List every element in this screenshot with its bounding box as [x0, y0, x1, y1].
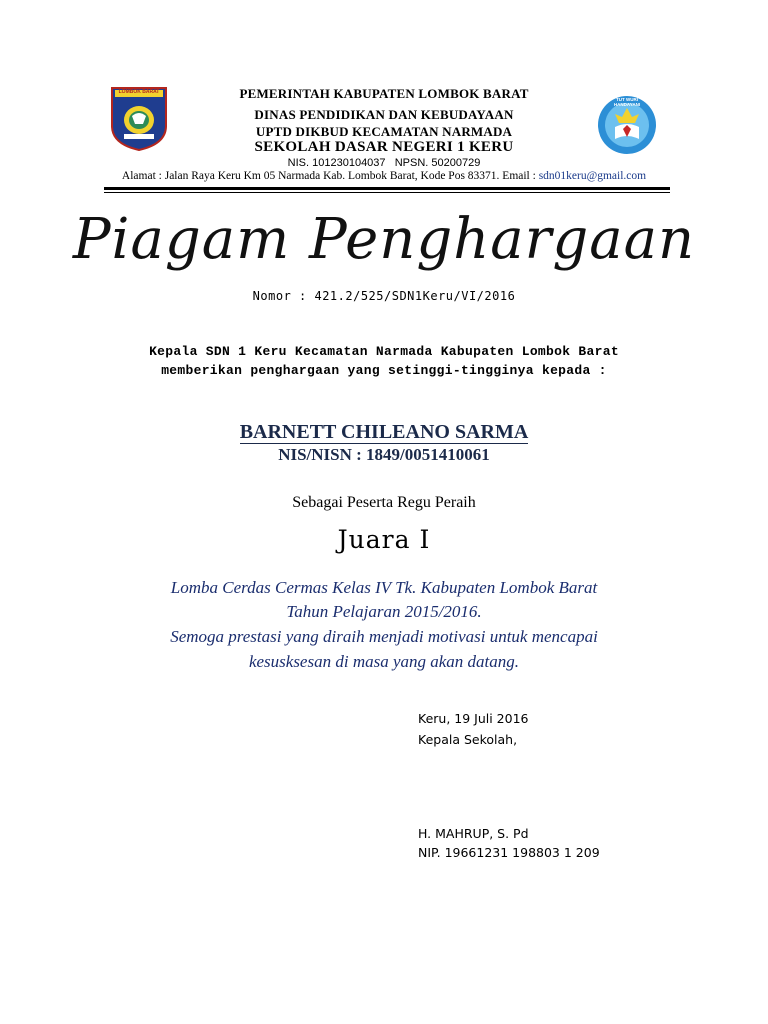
recipient-nisn: NIS/NISN : 1849/0051410061: [278, 445, 490, 464]
recipient-name: [0, 421, 768, 444]
letterhead-line-3: UPTD DIKBUD KECAMATAN NARMADA: [255, 124, 513, 139]
letterhead-address: [0, 170, 768, 182]
signature-place-date: Keru, 19 Juli 2016: [418, 711, 529, 726]
signature-name: H. MAHRUP, S. Pd: [418, 826, 529, 841]
signature-nip: NIP. 19661231 198803 1 209: [418, 845, 600, 860]
letterhead-rule-thick: [104, 187, 670, 190]
intro-line-2: memberikan penghargaan yang setinggi-tingginya kepada :: [161, 363, 607, 378]
letterhead-line-1: PEMERINTAH KABUPATEN LOMBOK BARAT: [239, 86, 529, 101]
certificate-number: Nomor : 421.2/525/SDN1Keru/VI/2016: [252, 289, 516, 303]
letterhead-rule-thin: [104, 192, 670, 193]
signature-position: Kepala Sekolah,: [418, 732, 518, 747]
letterhead-school-name: SEKOLAH DASAR NEGERI 1 KERU: [254, 139, 514, 155]
right-logo-label: TUT WURI HANDAYANI: [613, 97, 641, 107]
description-line-4: kesusksesan di masa yang akan datang.: [248, 652, 520, 671]
letterhead-nis-npsn: NIS. 101230104037 NPSN. 50200729: [287, 157, 481, 169]
certificate-title: Piagam Penghargaan: [72, 207, 696, 272]
recipient-name-text: BARNETT CHILEANO SARMA: [239, 421, 529, 443]
intro-line-1: Kepala SDN 1 Keru Kecamatan Narmada Kabupaten Lombok Barat: [149, 344, 619, 359]
role-text: Sebagai Peserta Regu Peraih: [292, 494, 476, 511]
rank-text: Juara I: [337, 525, 431, 554]
email-link[interactable]: sdn01keru@gmail.com: [538, 170, 647, 182]
left-logo-label: LOMBOK BARAT: [118, 89, 160, 95]
description-line-3: Semoga prestasi yang diraih menjadi motivasi untuk mencapai: [170, 627, 598, 646]
letterhead-line-2: DINAS PENDIDIKAN DAN KEBUDAYAAN: [254, 107, 514, 122]
address-text: Alamat : Jalan Raya Keru Km 05 Narmada Kab. Lombok Barat, Kode Pos 83371. Email :: [121, 170, 539, 182]
description-line-2: Tahun Pelajaran 2015/2016.: [286, 602, 482, 621]
description-line-1: Lomba Cerdas Cermas Kelas IV Tk. Kabupaten Lombok Barat: [170, 578, 598, 597]
